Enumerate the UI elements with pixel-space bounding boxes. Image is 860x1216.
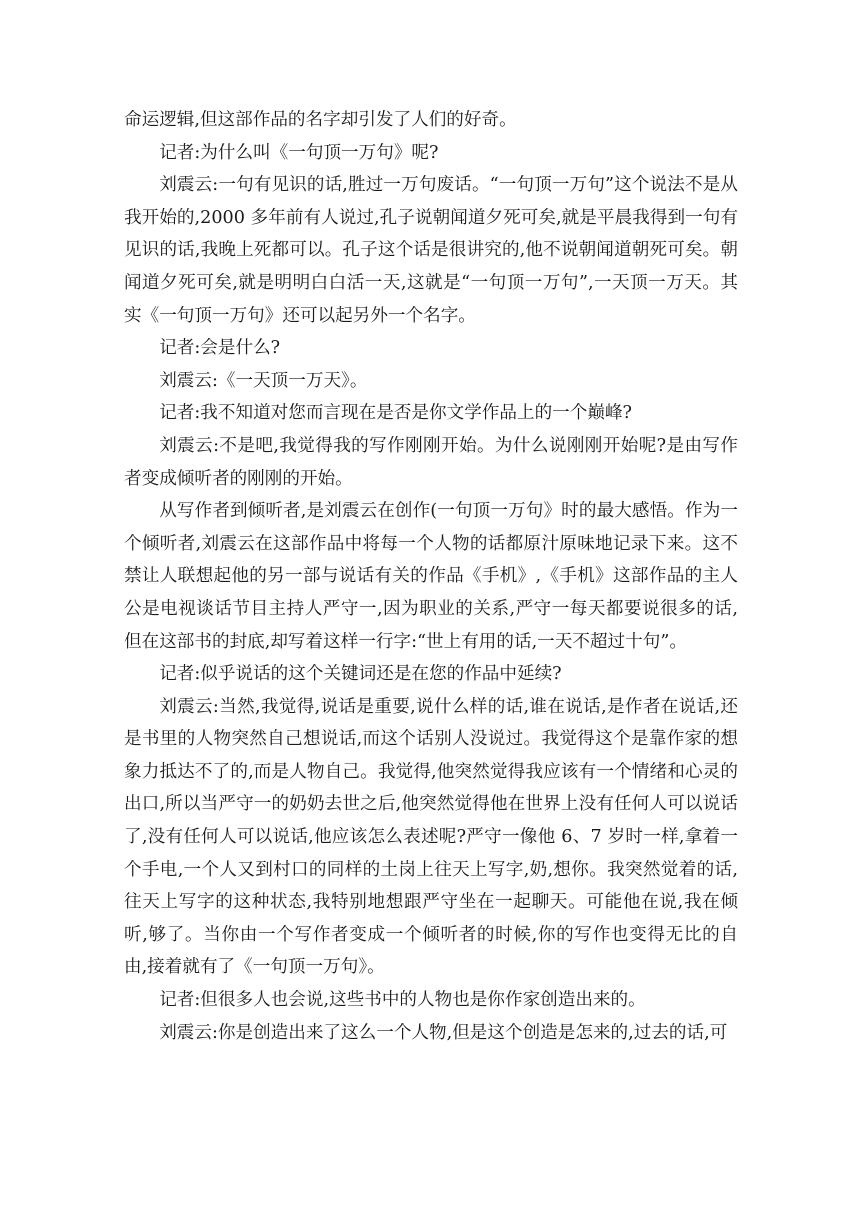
paragraph: 刘震云:你是创造出来了这么一个人物,但是这个创造是怎来的,过去的话,可 [159,1022,728,1043]
paragraph: 刘震云:不是吧,我觉得我的写作刚刚开始。为什么说刚刚开始呢?是由写作者变成倾听者的刚刚的开始。 [124,435,738,489]
paragraph: 记者:但很多人也会说,这些书中的人物也是你作家创造出来的。 [159,990,646,1011]
paragraph: 记者:为什么叫《一句顶一万句》呢? [159,142,439,163]
paragraph: 刘震云:《一天顶一万天》。 [159,370,368,391]
paragraph: 记者:似乎说话的这个关键词还是在您的作品中延续? [159,664,562,685]
paragraph: 记者:我不知道对您而言现在是否是你文学作品上的一个巅峰? [159,403,632,424]
paragraph: 命运逻辑,但这部作品的名字却引发了人们的好奇。 [124,110,517,130]
paragraph: 从写作者到倾听者,是刘震云在创作(一句顶一万句》时的最大感悟。作为一个倾听者,刘震云在这部作品中将每一个人物的话都原汁原味地记录下来。这不禁让人联想起他的另一部与说话有关的作品《手机》,《手机》这部作品的主人公是电视谈话节目主持人严守一,因为职业的关系,严守一每天都要说很多的话,但在这部书的封底,却写着这样一行字:“世上有用的话,一天不超过十句”。 [124,501,738,652]
document-body [124,104,738,1049]
paragraph: 刘震云:一句有见识的话,胜过一万句废话。“一句顶一万句”这个说法不是从我开始的,2000 多年前有人说过,孔子说朝闻道夕死可矣,就是平晨我得到一句有见识的话,我晚上死都可以。孔子这个话是很讲究的,他不说朝闻道朝死可矣。朝闻道夕死可矣,就是明明白白活一天,这就是“一句顶一万句”,一天顶一万天。其实《一句顶一万句》还可以起另外一个名字。 [124,175,738,326]
paragraph: 记者:会是什么? [159,338,281,359]
paragraph: 刘震云:当然,我觉得,说话是重要,说什么样的话,谁在说话,是作者在说话,还是书里的人物突然自己想说话,而这个话别人没说过。我觉得这个是靠作家的想象力抵达不了的,而是人物自己。我觉得,他突然觉得我应该有一个情绪和心灵的出口,所以当严守一的奶奶去世之后,他突然觉得他在世界上没有任何人可以说话了,没有任何人可以说话,他应该怎么表述呢?严守一像他 6、7 岁时一样,拿着一个手电,一个人又到村口的同样的土岗上往天上写字,奶,想你。我突然觉着的话,往天上写字的这种状态,我特别地想跟严守坐在一起聊天。可能他在说,我在倾听,够了。当你由一个写作者变成一个倾听者的时候,你的写作也变得无比的自由,接着就有了《一句顶一万句》。 [124,696,738,978]
